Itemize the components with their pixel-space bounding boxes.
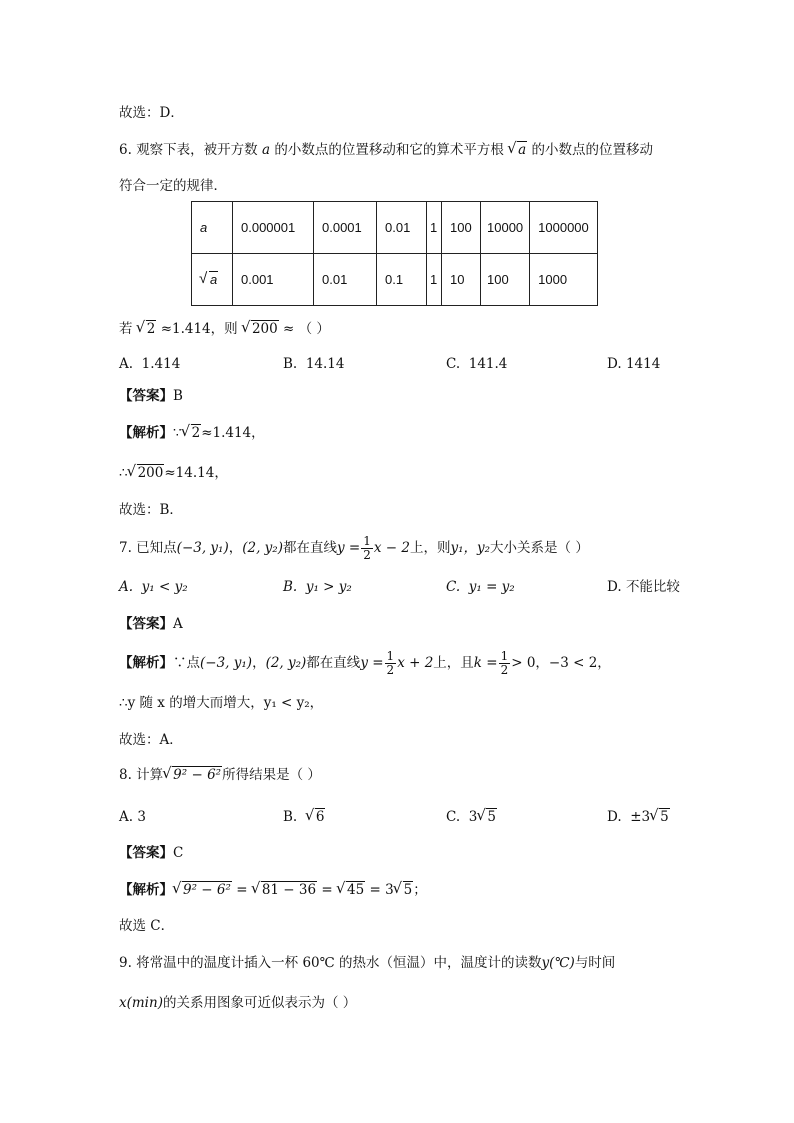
q9-stem-line2: x(min)的关系用图象可近似表示为（ ）	[119, 995, 357, 1011]
table-cell: 0.000001	[233, 202, 314, 254]
table-cell: 1000000	[530, 202, 598, 254]
table-cell: 0.1	[377, 254, 427, 306]
q6-table-header-sqrt	[192, 254, 233, 306]
answer-value: A	[173, 616, 183, 632]
table-cell: 0.0001	[314, 202, 377, 254]
q8-analysis: 【解析】√ 9² − 6² = √ 81 − 36 = √ 45 = 3√ 5；	[119, 880, 427, 900]
q9-stem-line1: 9. 将常温中的温度计插入一杯 60℃ 的热水（恒温）中，温度计的读数y(℃)与时间	[119, 955, 616, 971]
q7-option-d: D. 不能比较	[607, 579, 680, 595]
table-cell: 100	[442, 202, 481, 254]
sqrt-sign: √ 200	[128, 463, 165, 483]
q6-sqrt-a-rad: a	[518, 142, 527, 158]
answer-label: 【答案】	[119, 616, 173, 632]
q6-analysis-1: 【解析】∵√ 2≈1.414，	[119, 423, 265, 443]
q5-conclusion: 故选：D．	[119, 105, 184, 121]
q6-conclusion: 故选：B．	[119, 502, 183, 518]
table-cell: 1000	[530, 254, 598, 306]
sqrt-sign: √ 5	[477, 807, 497, 827]
q7-option-c: C. y₁ = y₂	[446, 579, 515, 595]
table-cell: 0.01	[314, 254, 377, 306]
table-cell: 100	[481, 254, 530, 306]
q6-option-c: C. 141.4	[446, 356, 508, 372]
table-cell: 0.01	[377, 202, 427, 254]
answer-value: B	[173, 388, 183, 404]
q6-option-a: A. 1.414	[119, 356, 181, 372]
q7-stem: 7. 已知点(−3, y₁)，(2, y₂)都在直线y = $\frac{1}{2}$ x − 2上，则y₁，y₂大小关系是（ ）	[119, 534, 589, 562]
q6-stem-line1	[119, 140, 653, 160]
table-row	[192, 254, 598, 306]
q7-analysis-1: 【解析】∵点(−3, y₁)，(2, y₂)都在直线y = $\frac{1}{2}$ x + 2上，且k = $\frac{1}{2}$ > 0，−3 < 2，	[119, 649, 611, 677]
q6-table-header-a: a	[192, 202, 233, 254]
q7-k-fraction: $\frac{1}{2}$	[500, 649, 509, 677]
sqrt-sign: √ 9² − 6²	[163, 765, 222, 785]
sqrt-sign: √ 9² − 6²	[173, 880, 232, 900]
q7-answer	[119, 614, 183, 634]
sqrt-sign: √ 6	[306, 807, 326, 827]
sqrt-sign: √ 45	[337, 880, 365, 900]
sqrt-sign: √ 5	[650, 807, 670, 827]
q6-stem-line2: 符合一定的规律．	[119, 178, 227, 194]
q8-option-b: B. √ 6	[283, 807, 325, 827]
q8-option-d: D. ±3√ 5	[607, 807, 670, 827]
sqrt-sign: √ 5	[394, 880, 414, 900]
q7-option-b: B. y₁ > y₂	[283, 579, 352, 595]
q8-stem: 8. 计算√ 9² − 6²所得结果是（ ）	[119, 765, 321, 785]
q6-answer	[119, 386, 183, 406]
answer-value: C	[173, 845, 184, 861]
q6-premise-approx1: ≈1.414，则	[160, 321, 238, 337]
q7-point2: (2, y₂)	[242, 540, 283, 556]
sqrt-sign	[200, 272, 218, 287]
q7-analysis-fraction: $\frac{1}{2}$	[386, 649, 395, 677]
q9-y-var: y(℃)	[541, 955, 575, 971]
q9-x-var: x(min)	[119, 995, 163, 1011]
q6-sqrt-a	[508, 140, 527, 160]
table-cell: 10000	[481, 202, 530, 254]
q6-premise-rad2: 200	[251, 321, 278, 337]
table-cell: 1	[427, 202, 442, 254]
table-cell: 10	[442, 254, 481, 306]
q7-option-a: A. y₁ < y₂	[119, 579, 188, 595]
q6-premise-prefix: 若	[119, 321, 133, 337]
q6-premise-tail: ≈ （ ）	[283, 321, 330, 337]
table-row	[192, 202, 598, 254]
q6-option-d: D. 1414	[607, 356, 661, 372]
q6-stem-c: 的小数点的位置移动	[531, 142, 653, 158]
q6-number: 6.	[119, 142, 132, 158]
answer-label: 【答案】	[119, 388, 173, 404]
analysis-label: 【解析】	[119, 655, 173, 671]
q6-stem-b: 的小数点的位置移动和它的算术平方根	[274, 142, 504, 158]
answer-label: 【答案】	[119, 845, 173, 861]
sqrt-sign	[137, 319, 157, 339]
q8-answer	[119, 843, 183, 863]
q6-stem-a: 观察下表，被开方数	[136, 142, 258, 158]
q6-var-a: a	[261, 142, 271, 158]
q8-conclusion: 故选 C．	[119, 918, 175, 934]
q7-fraction: $\frac{1}{2}$	[363, 534, 371, 562]
q8-option-a: A. 3	[119, 809, 146, 825]
analysis-label: 【解析】	[119, 425, 173, 441]
q6-premise	[119, 319, 330, 339]
q6-analysis-2: ∴√ 200≈14.14，	[119, 463, 228, 483]
table-cell: 1	[427, 254, 442, 306]
q6-table-sqrt-rad: a	[210, 272, 218, 287]
sqrt-sign: √ 2	[182, 423, 202, 443]
q8-option-c: C. 3√ 5	[446, 807, 497, 827]
analysis-label: 【解析】	[119, 882, 173, 898]
sqrt-sign: √ 81 − 36	[252, 880, 317, 900]
q7-analysis-2: ∴y 随 x 的增大而增大，y₁ < y₂，	[119, 695, 324, 711]
q6-premise-rad1: 2	[146, 321, 156, 337]
q7-conclusion: 故选：A．	[119, 732, 183, 748]
table-cell: 0.001	[233, 254, 314, 306]
sqrt-sign	[242, 319, 279, 339]
q6-option-b: B. 14.14	[283, 356, 345, 372]
q7-point1: (−3, y₁)	[176, 540, 229, 556]
q6-table	[191, 201, 598, 306]
